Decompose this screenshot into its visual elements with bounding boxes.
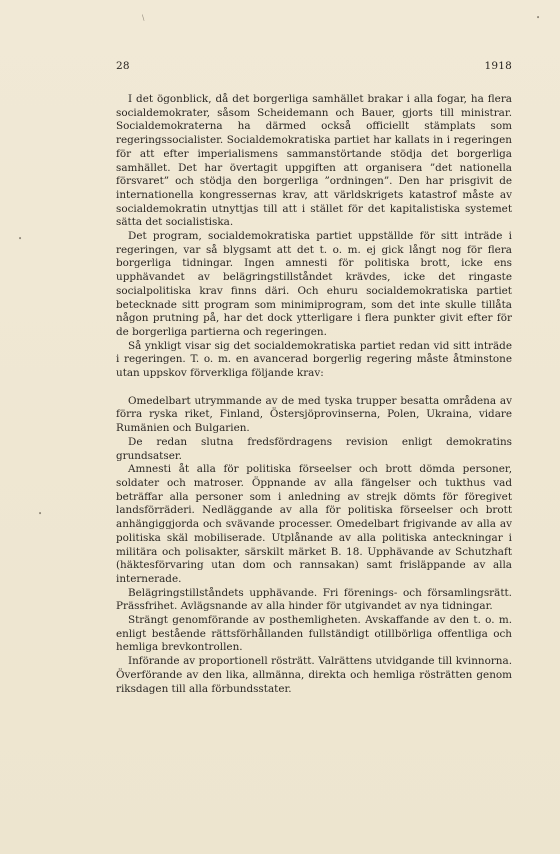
- paragraph: Införande av proportionell rösträtt. Valrättens utvidgande till kvinnorna. Överförande av den lika, allmänna, direkta och hemliga rösträtten genom riksdagen till alla förbundsstater.: [116, 655, 512, 695]
- scan-speck: •: [536, 14, 541, 22]
- paragraph: Omedelbart utrymmande av de med tyska trupper besatta områdena av förra ryska riket, Finland, Östersjöprovinserna, Polen, Ukraina, vidare Rumänien och Bulgarien.: [116, 394, 512, 435]
- page-body: [116, 93, 512, 696]
- scan-speck: •: [38, 510, 43, 518]
- paragraph: Strängt genomförande av posthemligheten. Avskaffande av den t. o. m. enligt bestående rättsförhållanden fullständigt otillbörliga offentliga och hemliga brevkontrollen.: [116, 614, 512, 654]
- header-year: 1918: [484, 60, 512, 72]
- paragraph: Belägringstillståndets upphävande. Fri förenings- och församlingsrätt. Prässfrihet. Avlägsnande av alla hinder för utgivandet av nya tidningar.: [116, 586, 512, 613]
- paragraph: I det ögonblick, då det borgerliga samhället brakar i alla fogar, ha flera socialdemokrater, såsom Scheidemann och Bauer, gjorts till ministrar. Socialdemokraterna ha därmed också officiellt stämplats som regeringssocialister. Socialdemokratiska partiet har kallats in i regeringen för att efter imperialismens sammanstörtande stödja det borgerliga samhället. Det har övertagit uppgiften att organisera ”det nationella försvaret” och stödja den borgerliga ”ordningen”. Den har prisgivit de internationella kongressernas krav, att världskrigets katastrof måste av socialdemokratin utnyttjas till att i stället för det kapitalistiska systemet sätta det socialistiska.: [116, 93, 512, 229]
- scan-speck: \: [142, 14, 145, 22]
- paragraph: De redan slutna fredsfördragens revision enligt demokratins grundsatser.: [116, 435, 512, 462]
- page-header: [116, 60, 512, 72]
- scan-speck: •: [18, 235, 23, 243]
- paragraph: Så ynkligt visar sig det socialdemokratiska partiet redan vid sitt inträde i regeringen. T. o. m. en avancerad borgerlig regering måste åtminstone utan uppskov förverkliga följande krav:: [116, 339, 512, 380]
- page-number: 28: [116, 60, 130, 72]
- paragraph: Amnesti åt alla för politiska förseelser och brott dömda personer, soldater och matroser. Öppnande av alla fängelser och tukthus vad beträffar alla personer som i anledning av strejk dömts för föregivet landsförräderi. Nedläggande av alla för politiska förseelser och brott anhängiggjorda och svävande processer. Omedelbart frigivande av alla av politiska skäl mobiliserade. Utplånande av alla politiska anteckningar i militära och polisakter, särskilt märket B. 18. Upphävande av Schutzhaft (häktesförvaring utan dom och rannsakan) samt frisläppande av alla internerade.: [116, 463, 512, 585]
- paragraph: Det program, socialdemokratiska partiet uppställde för sitt inträde i regeringen, var så blygsamt att det t. o. m. ej gick långt nog för flera borgerliga tidningar. Ingen amnesti för politiska brott, icke ens upphävandet av belägringstillståndet krävdes, icke det ringaste socialpolitiska krav finns däri. Och ehuru socialdemokratiska partiet betecknade sitt program som minimiprogram, som det inte skulle tillåta någon prutning på, har det dock ytterligare i flera punkter givit efter för de borgerliga partierna och regeringen.: [116, 230, 512, 338]
